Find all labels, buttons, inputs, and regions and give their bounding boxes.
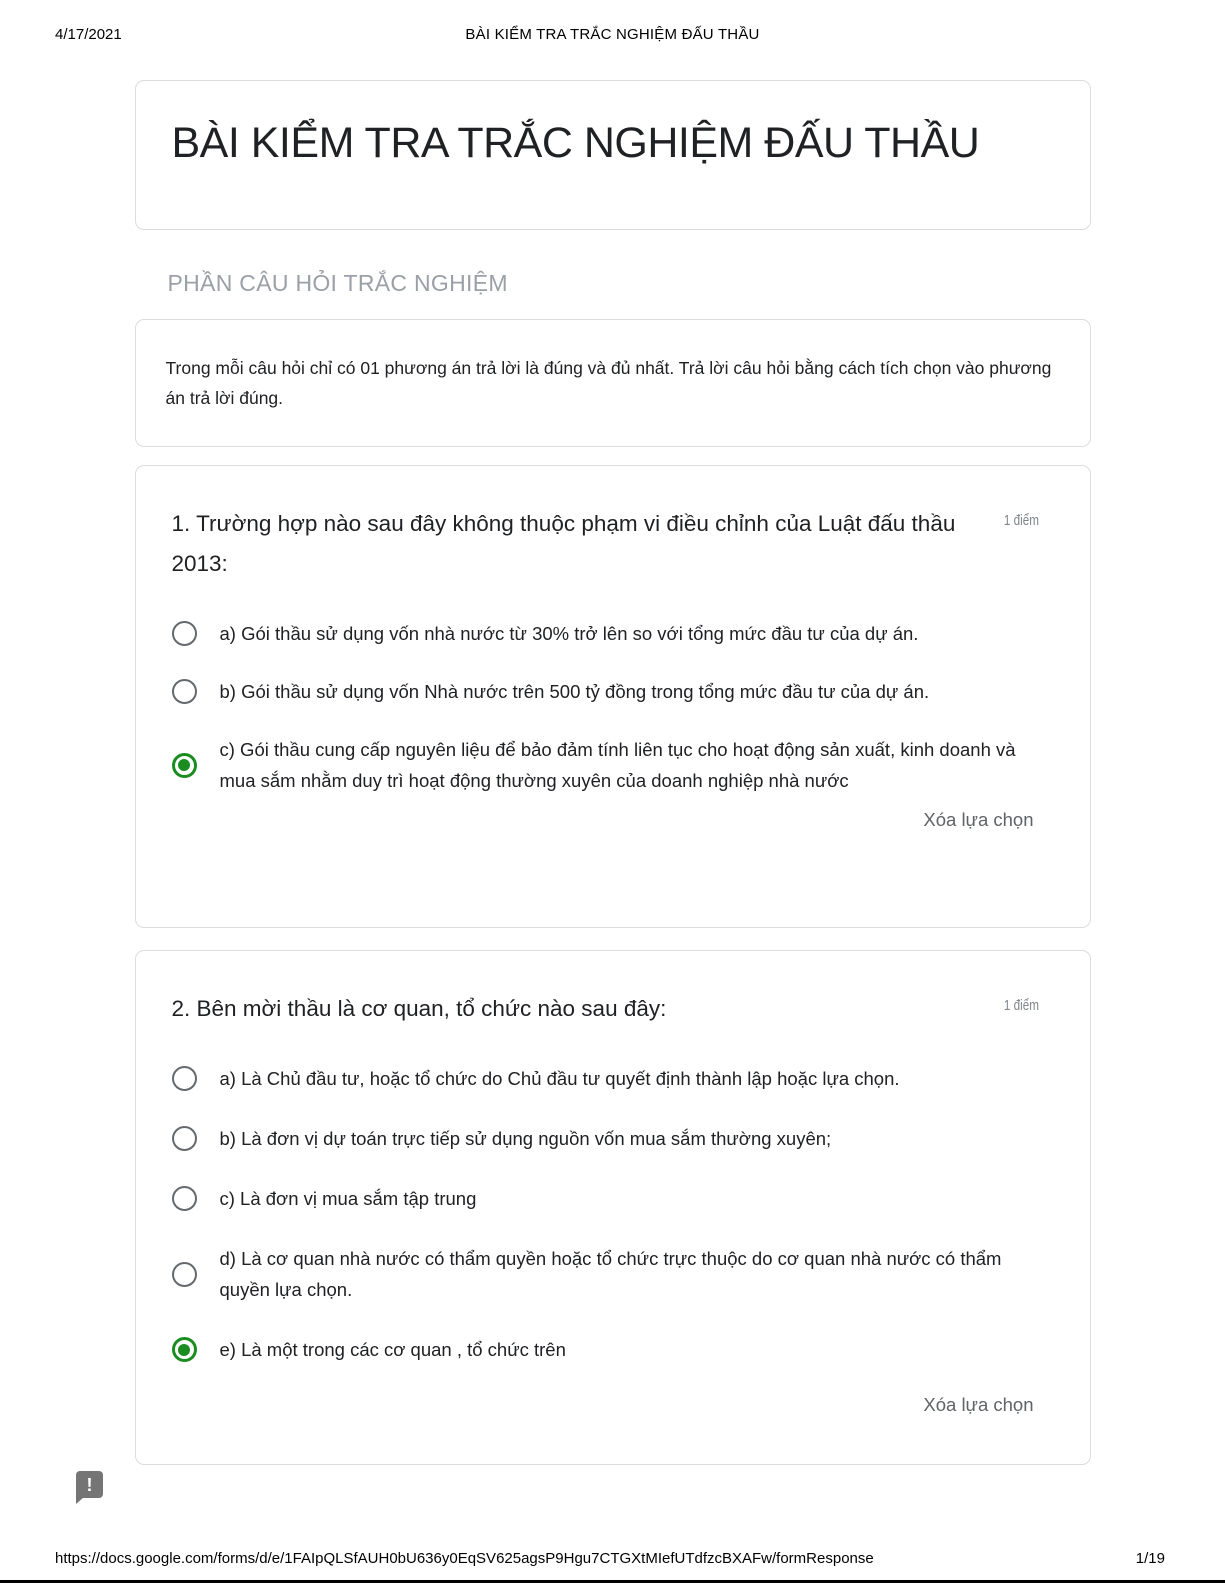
clear-selection-link[interactable]: Xóa lựa chọn [923, 809, 1034, 830]
question-card-2 [135, 950, 1091, 1465]
footer-url: https://docs.google.com/forms/d/e/1FAIpQLSfAUH0bU636y0EqSV625agsP9Hgu7CTGXtMIefUTdfzcBXAFw/formResponse [55, 1550, 874, 1567]
form-title-card [135, 80, 1091, 230]
question-1-option-b[interactable] [172, 676, 1054, 707]
radio-button[interactable] [172, 1066, 197, 1091]
radio-button[interactable] [172, 679, 197, 704]
question-2-option-d[interactable] [172, 1243, 1054, 1305]
form-description: Trong mỗi câu hỏi chỉ có 01 phương án trả lời là đúng và đủ nhất. Trả lời câu hỏi bằng cách tích chọn vào phương án trả lời đúng. [165, 358, 1052, 408]
question-2-option-e[interactable] [172, 1334, 1054, 1365]
page-bottom-edge [0, 1580, 1225, 1583]
question-1-options [172, 618, 1054, 796]
question-card-1 [135, 465, 1091, 928]
question-2-options [172, 1063, 1054, 1365]
question-1-text: 1. Trường hợp nào sau đây không thuộc phạm vi điều chỉnh của Luật đấu thầu 2013: [171, 511, 956, 576]
option-label[interactable]: a) Là Chủ đầu tư, hoặc tổ chức do Chủ đầu tư quyết định thành lập hoặc lựa chọn. [219, 1068, 900, 1089]
clear-selection-link[interactable]: Xóa lựa chọn [923, 1394, 1034, 1415]
option-label[interactable]: e) Là một trong các cơ quan , tổ chức trên [219, 1339, 566, 1360]
radio-button[interactable] [172, 1337, 197, 1362]
question-1-points-badge: 1 điểm [1004, 512, 1040, 529]
exclamation-icon: ! [86, 1474, 93, 1495]
option-label[interactable]: d) Là cơ quan nhà nước có thẩm quyền hoặc tổ chức trực thuộc do cơ quan nhà nước có thẩm quyền lựa chọn. [219, 1248, 1002, 1300]
question-2-points-badge: 1 điểm [1004, 997, 1040, 1014]
print-date: 4/17/2021 [55, 26, 122, 43]
radio-button[interactable] [172, 1186, 197, 1211]
print-doc-title: BÀI KIỂM TRA TRẮC NGHIỆM ĐẤU THẦU [465, 26, 760, 43]
question-2-option-a[interactable] [172, 1063, 1054, 1094]
question-1-option-c[interactable] [172, 734, 1054, 796]
option-label[interactable]: c) Là đơn vị mua sắm tập trung [219, 1188, 477, 1209]
question-2-option-c[interactable] [172, 1183, 1054, 1214]
option-label[interactable]: b) Gói thầu sử dụng vốn Nhà nước trên 500 tỷ đồng trong tổng mức đầu tư của dự án. [219, 681, 930, 702]
radio-button[interactable] [172, 1262, 197, 1287]
report-abuse-icon[interactable] [76, 1471, 103, 1498]
question-2-text: 2. Bên mời thầu là cơ quan, tổ chức nào sau đây: [171, 996, 667, 1021]
form-description-card [135, 319, 1091, 447]
radio-button[interactable] [172, 621, 197, 646]
question-1-option-a[interactable] [172, 618, 1054, 649]
form-title: BÀI KIỂM TRA TRẮC NGHIỆM ĐẤU THẦU [171, 119, 980, 167]
form-page [135, 80, 1091, 1465]
footer-page-number: 1/19 [1135, 1550, 1165, 1567]
print-footer [55, 1550, 1165, 1567]
radio-button[interactable] [172, 753, 197, 778]
print-header [0, 0, 1225, 50]
option-label[interactable]: b) Là đơn vị dự toán trực tiếp sử dụng nguồn vốn mua sắm thường xuyên; [219, 1128, 832, 1149]
radio-button[interactable] [172, 1126, 197, 1151]
question-2-option-b[interactable] [172, 1123, 1054, 1154]
option-label[interactable]: a) Gói thầu sử dụng vốn nhà nước từ 30% trở lên so với tổng mức đầu tư của dự án. [219, 623, 919, 644]
section-title: PHẦN CÂU HỎI TRẮC NGHIỆM [167, 270, 508, 296]
option-label[interactable]: c) Gói thầu cung cấp nguyên liệu để bảo đảm tính liên tục cho hoạt động sản xuất, kinh doanh và mua sắm nhằm duy trì hoạt động thường xuyên của doanh nghiệp nhà nước [219, 739, 1016, 791]
